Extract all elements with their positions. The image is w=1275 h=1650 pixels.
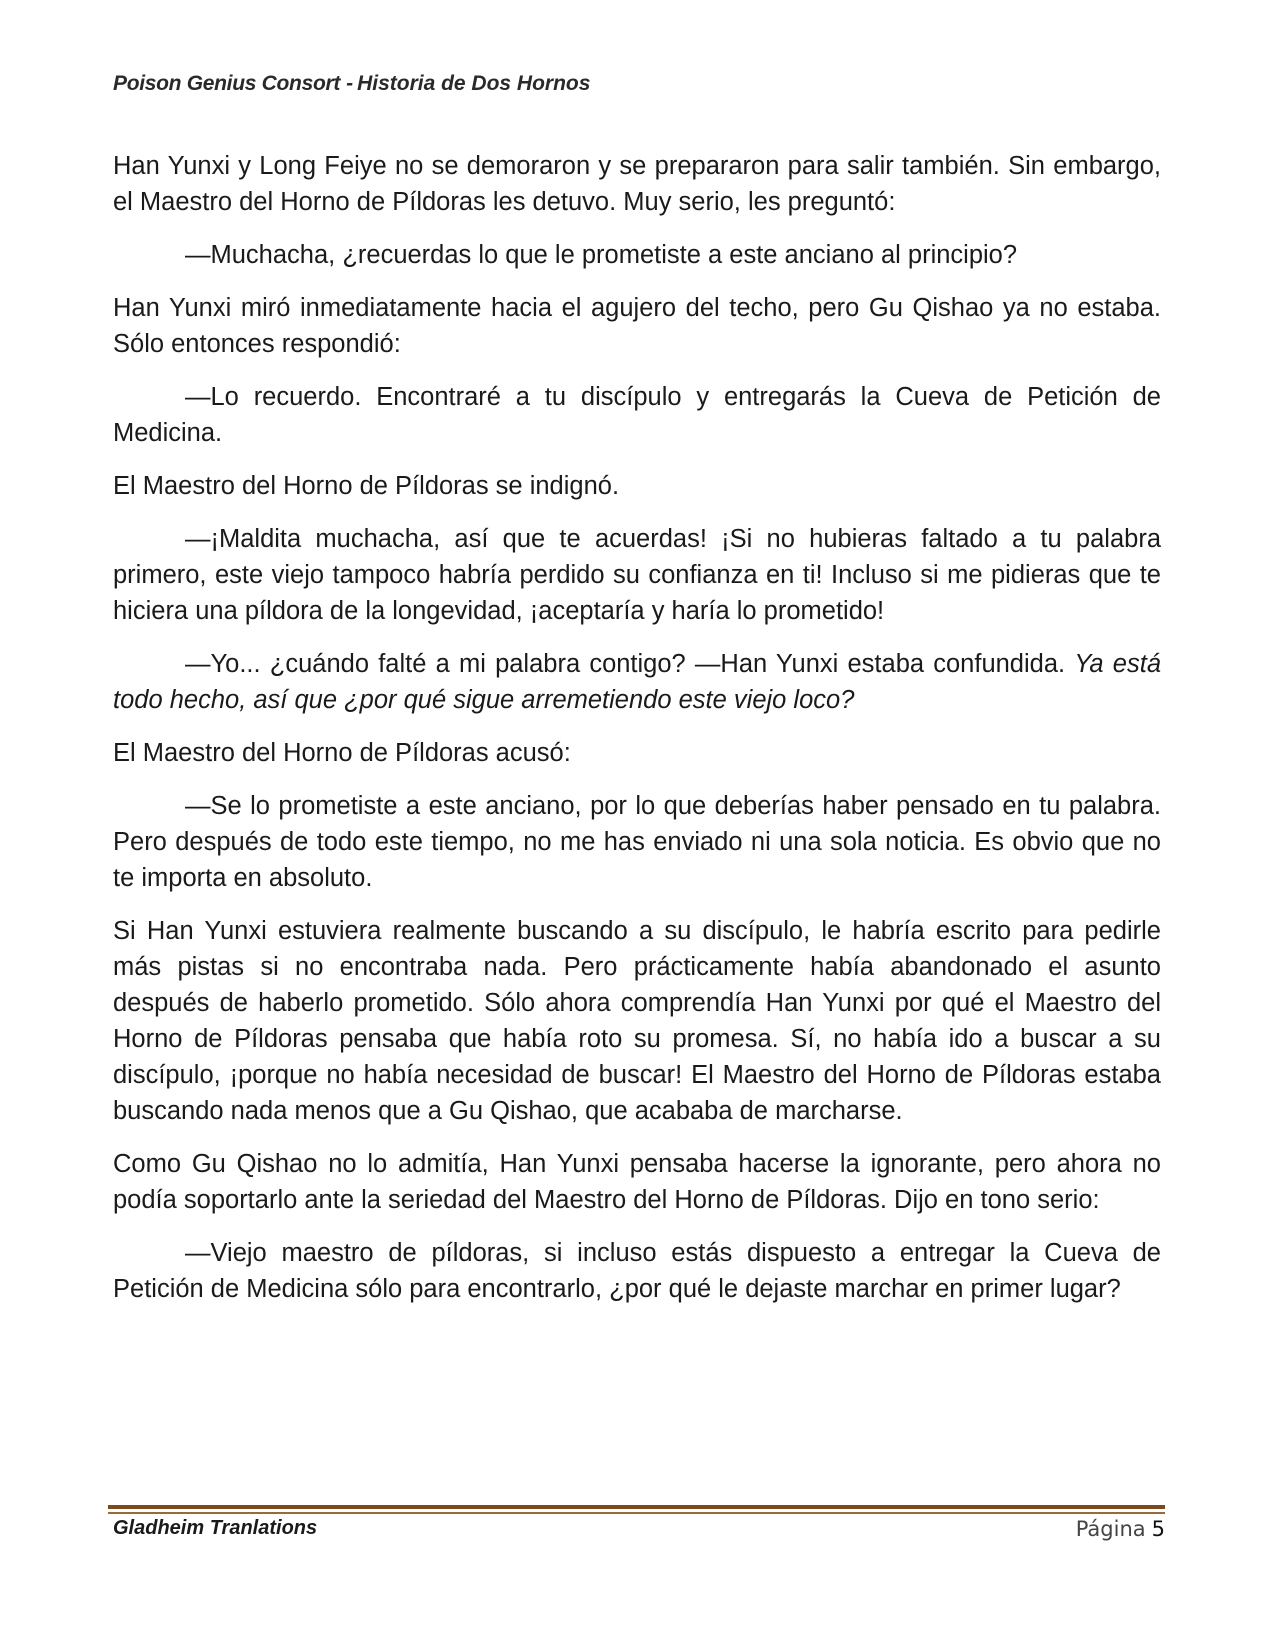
- paragraph: Han Yunxi y Long Feiye no se demoraron y se prepararon para salir también. Sin embargo, el Maestro del Horno de Píldoras les detuvo. Muy serio, les preguntó:: [113, 152, 1161, 216]
- footer-divider-thin: [108, 1512, 1165, 1514]
- series-title: Poison Genius Consort: [113, 72, 341, 95]
- footer-divider-thick: [108, 1505, 1165, 1509]
- inner-thought: Ya está todo hecho, así que ¿por qué sigue arremetiendo este viejo loco?: [113, 650, 1161, 714]
- dialogue-paragraph: —Se lo prometiste a este anciano, por lo que deberías haber pensado en tu palabra. Pero después de todo este tiempo, no me has enviado ni una sola noticia. Es obvio que no te importa en absoluto.: [113, 792, 1161, 892]
- paragraph: El Maestro del Horno de Píldoras se indignó.: [113, 472, 620, 500]
- paragraph: Si Han Yunxi estuviera realmente buscando a su discípulo, le habría escrito para pedirle más pistas si no encontraba nada. Pero prácticamente había abandonado el asunto después de haberlo prometido. Sólo ahora comprendía Han Yunxi por qué el Maestro del Horno de Píldoras pensaba que había roto su promesa. Sí, no había ido a buscar a su discípulo, ¡porque no había necesidad de buscar! El Maestro del Horno de Píldoras estaba buscando nada menos que a Gu Qishao, que acababa de marcharse.: [113, 917, 1161, 1125]
- page-number: 5: [1151, 1517, 1165, 1541]
- page-label: Página: [1075, 1517, 1146, 1541]
- dialogue-text: —Yo... ¿cuándo falté a mi palabra contigo? —Han Yunxi estaba confundida.: [185, 650, 1066, 678]
- page-indicator: [1076, 1517, 1165, 1541]
- running-header: [113, 72, 590, 96]
- paragraph: El Maestro del Horno de Píldoras acusó:: [113, 739, 571, 767]
- paragraph: Han Yunxi miró inmediatamente hacia el agujero del techo, pero Gu Qishao ya no estaba. Sólo entonces respondió:: [113, 294, 1161, 358]
- dialogue-paragraph: [113, 646, 1161, 718]
- paragraph: Como Gu Qishao no lo admitía, Han Yunxi pensaba hacerse la ignorante, pero ahora no podía soportarlo ante la seriedad del Maestro del Horno de Píldoras. Dijo en tono serio:: [113, 1150, 1161, 1214]
- header-separator: -: [346, 72, 354, 95]
- dialogue-paragraph: —Viejo maestro de píldoras, si incluso estás dispuesto a entregar la Cueva de Petición de Medicina sólo para encontrarlo, ¿por qué le dejaste marchar en primer lugar?: [113, 1239, 1161, 1303]
- publisher-name: Gladheim Tranlations: [113, 1517, 318, 1539]
- body-text: [113, 148, 1161, 1324]
- dialogue-paragraph: —¡Maldita muchacha, así que te acuerdas! ¡Si no hubieras faltado a tu palabra primero, este viejo tampoco habría perdido su confianza en ti! Incluso si me pidieras que te hiciera una píldora de la longevidad, ¡aceptaría y haría lo prometido!: [113, 525, 1161, 625]
- chapter-title: Historia de Dos Hornos: [357, 72, 591, 95]
- dialogue-paragraph: —Muchacha, ¿recuerdas lo que le prometiste a este anciano al principio?: [185, 241, 1018, 269]
- dialogue-paragraph: —Lo recuerdo. Encontraré a tu discípulo y entregarás la Cueva de Petición de Medicina.: [113, 383, 1161, 447]
